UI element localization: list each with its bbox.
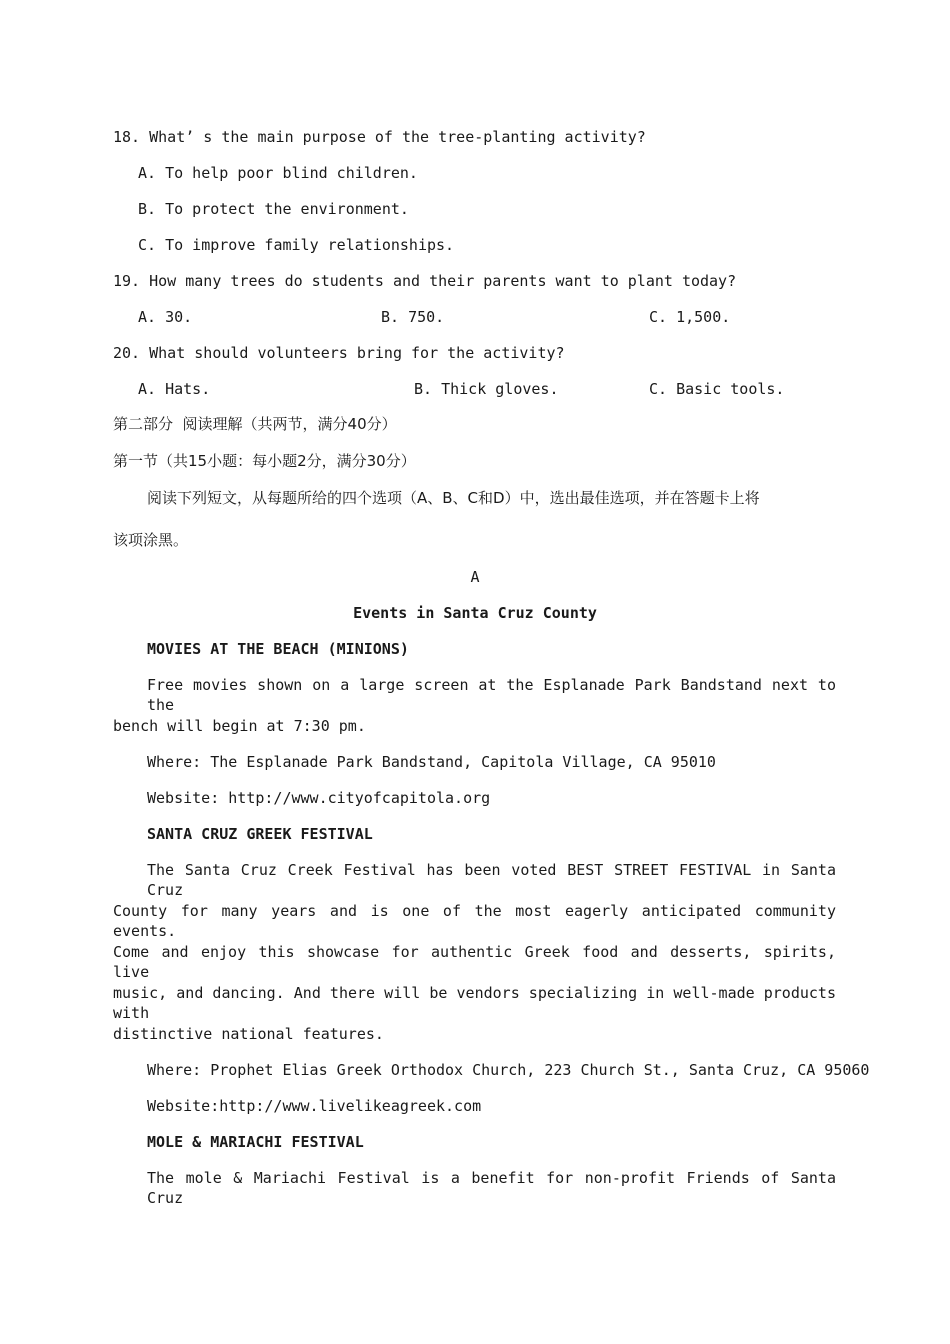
- event2-heading: SANTA CRUZ GREEK FESTIVAL: [147, 825, 373, 843]
- question-20: 20. What should volunteers bring for the activity?: [113, 344, 565, 362]
- q20-option-c: C. Basic tools.: [649, 380, 785, 398]
- q18-option-b: B. To protect the environment.: [138, 200, 409, 218]
- event1-text-line1: Free movies shown on a large screen at the Esplanade Park Bandstand next to the: [147, 676, 836, 714]
- event1-website: Website: http://www.cityofcapitola.org: [147, 789, 491, 807]
- passage-label: A: [470, 568, 480, 586]
- event1-where: Where: The Esplanade Park Bandstand, Capitola Village, CA 95010: [147, 753, 716, 771]
- event2-website: Website:http://www.livelikeagreek.com: [147, 1097, 482, 1115]
- event3-heading: MOLE & MARIACHI FESTIVAL: [147, 1133, 364, 1151]
- part2-title: 第二部分 阅读理解（共两节，满分40分）: [113, 415, 397, 433]
- section1-title: 第一节（共15小题：每小题2分，满分30分）: [113, 452, 416, 470]
- event2-where: Where: Prophet Elias Greek Orthodox Church, 223 Church St., Santa Cruz, CA 95060: [147, 1061, 870, 1079]
- q20-option-a: A. Hats.: [138, 380, 211, 398]
- event2-text-line2: County for many years and is one of the most eagerly anticipated community events.: [113, 902, 836, 940]
- event1-heading: MOVIES AT THE BEACH (MINIONS): [147, 640, 409, 658]
- question-18: 18. What’ s the main purpose of the tree-planting activity?: [113, 128, 646, 146]
- instruction-line-2: 该项涂黑。: [113, 531, 189, 549]
- event2-text-line4: music, and dancing. And there will be vendors specializing in well-made products with: [113, 984, 836, 1022]
- event2-text-line5: distinctive national features.: [113, 1025, 384, 1043]
- q19-option-a: A. 30.: [138, 308, 193, 326]
- q19-option-c: C. 1,500.: [649, 308, 731, 326]
- q19-option-b: B. 750.: [381, 308, 445, 326]
- question-19: 19. How many trees do students and their parents want to plant today?: [113, 272, 737, 290]
- q20-option-b: B. Thick gloves.: [414, 380, 559, 398]
- q18-option-a: A. To help poor blind children.: [138, 164, 418, 182]
- event3-text-line1: The mole & Mariachi Festival is a benefit for non-profit Friends of Santa Cruz: [147, 1169, 836, 1207]
- q18-option-c: C. To improve family relationships.: [138, 236, 455, 254]
- event1-text-line2: bench will begin at 7:30 pm.: [113, 717, 366, 735]
- passage-title: Events in Santa Cruz County: [353, 604, 597, 622]
- instruction-line-1: 阅读下列短文，从每题所给的四个选项（A、B、C和D）中，选出最佳选项，并在答题卡上将: [147, 489, 760, 507]
- event2-text-line3: Come and enjoy this showcase for authentic Greek food and desserts, spirits, live: [113, 943, 836, 981]
- event2-text-line1: The Santa Cruz Creek Festival has been voted BEST STREET FESTIVAL in Santa Cruz: [147, 861, 836, 899]
